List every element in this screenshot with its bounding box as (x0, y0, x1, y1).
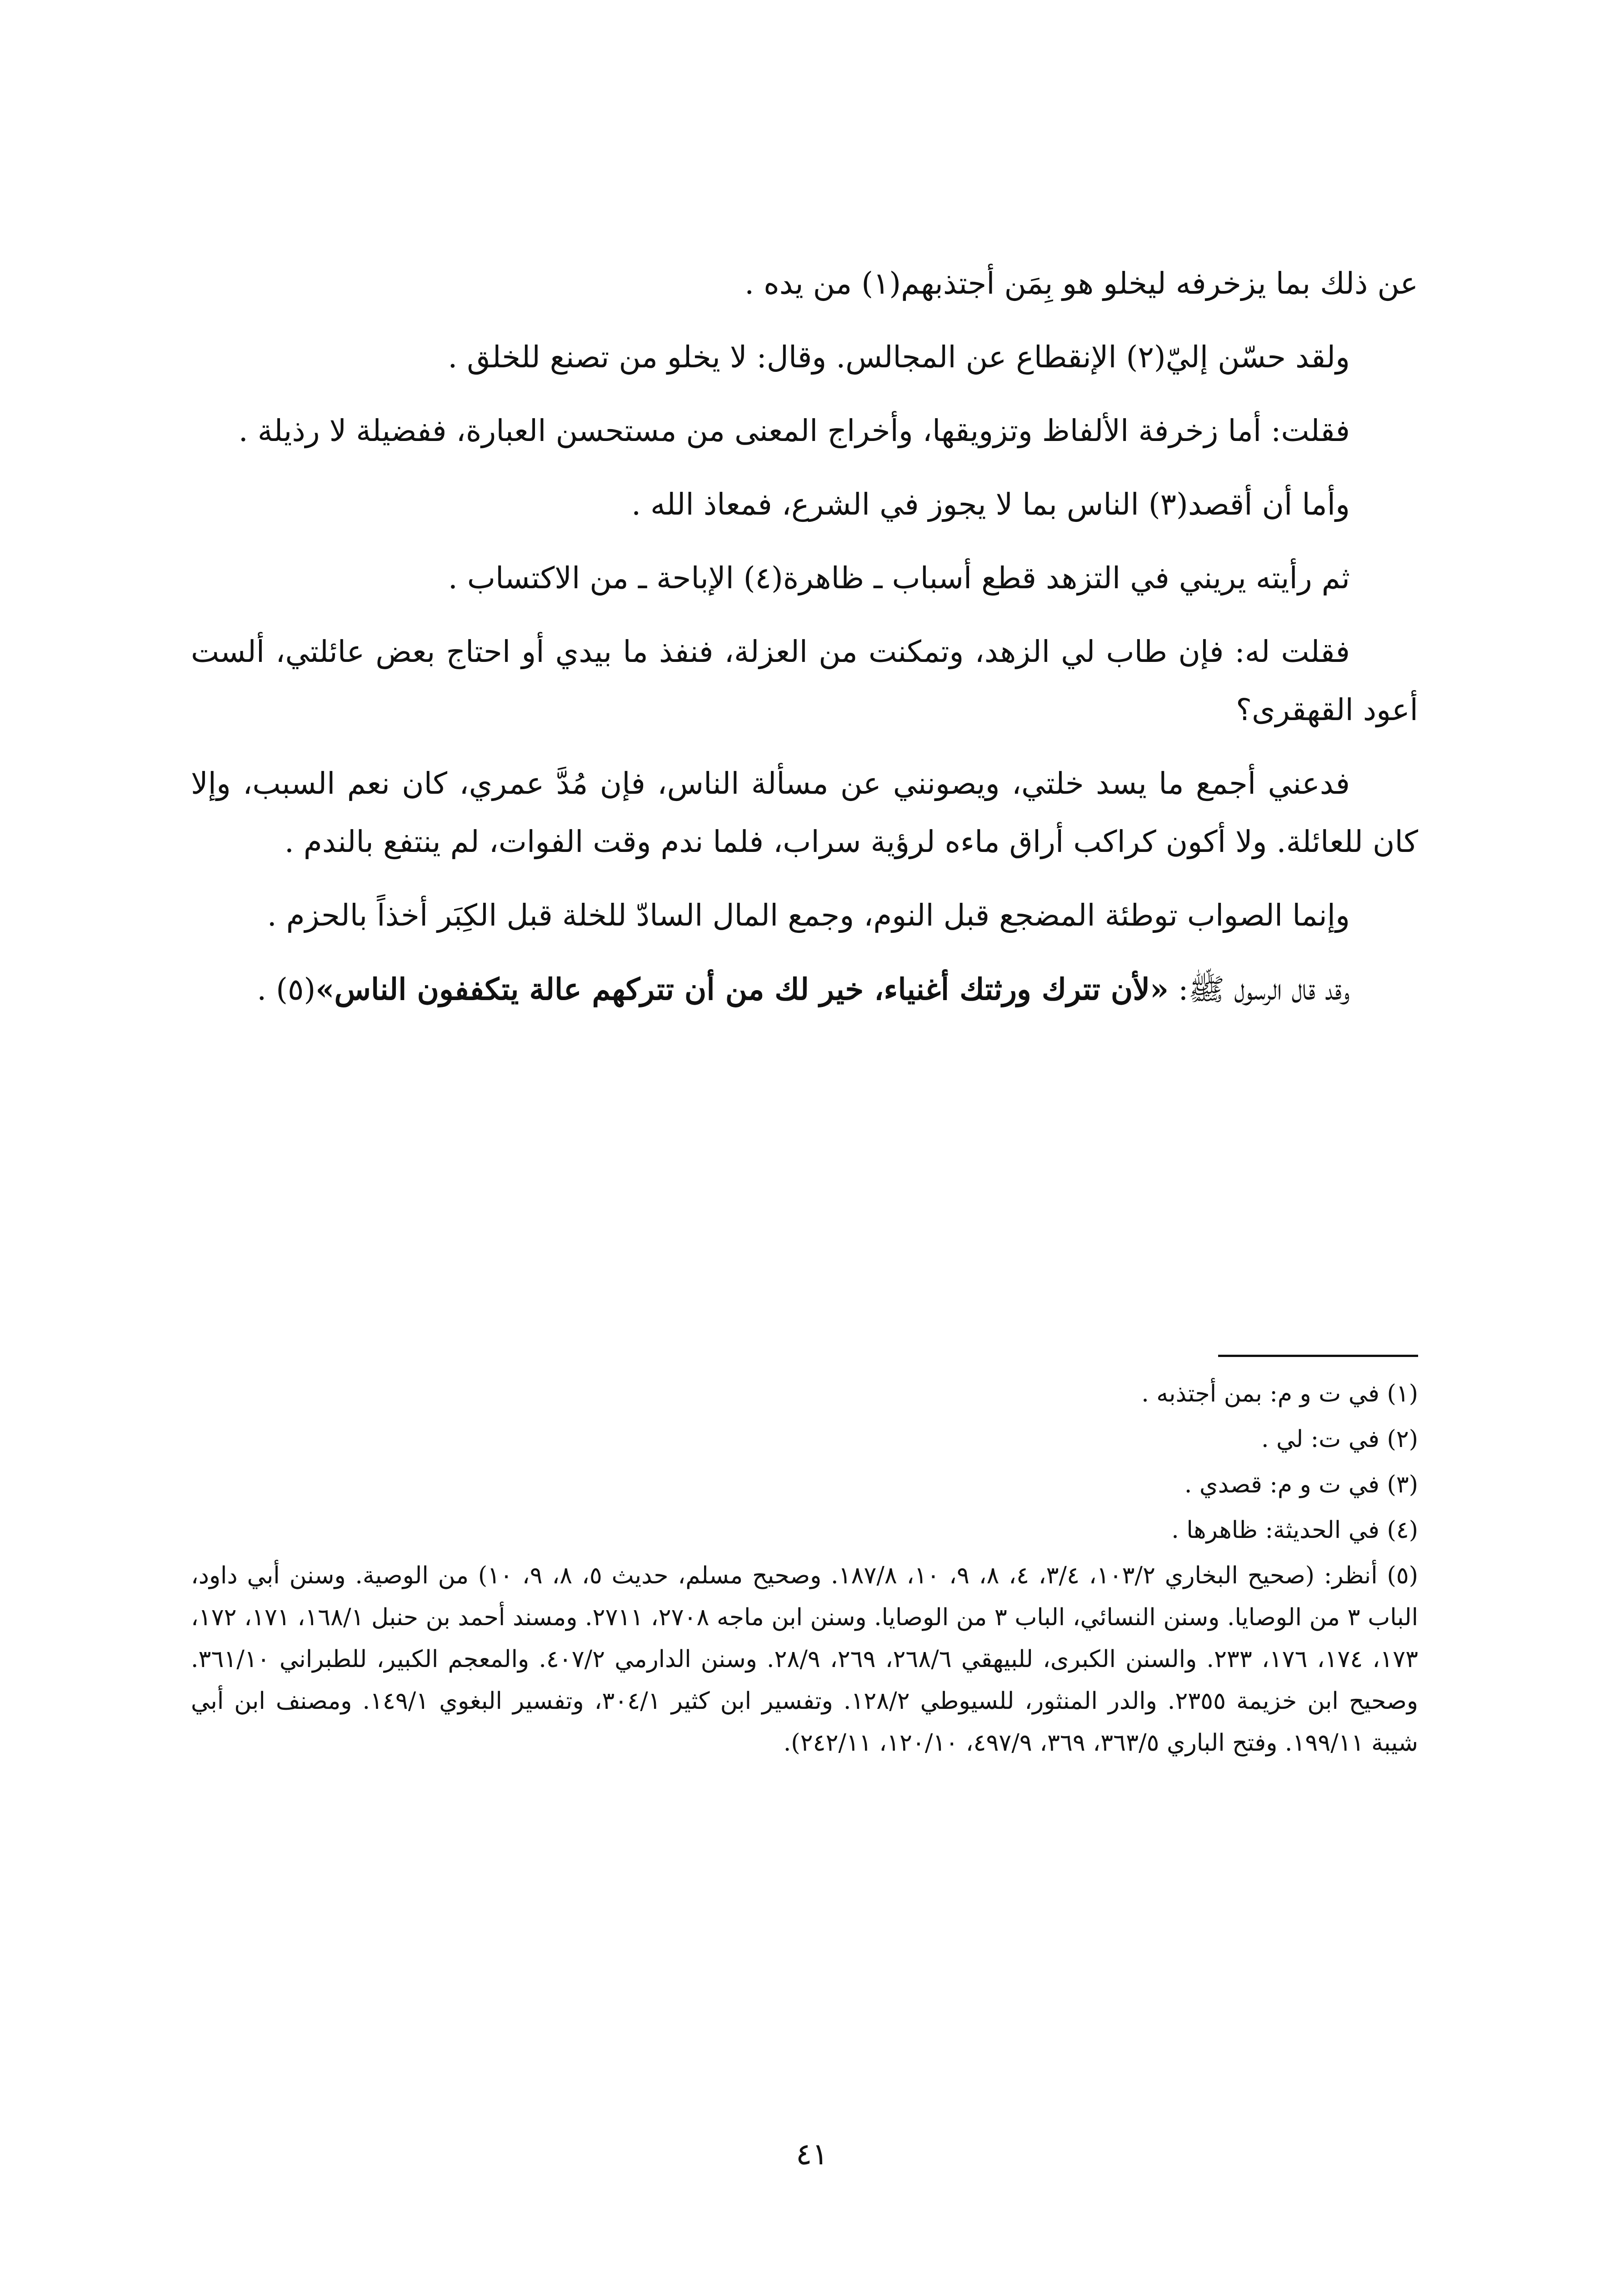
paragraph-6: فقلت له: فإن طاب لي الزهد، وتمكنت من العزلة، فنفذ ما بيدي أو احتاج بعض عائلتي، ألست أعود القهقرى؟ (191, 634, 1418, 727)
paragraph-7: فدعني أجمع ما يسد خلتي، ويصونني عن مسألة الناس، فإن مُدَّ عمري، كان نعم السبب، وإلا كان للعائلة. ولا أكون كراكب أراق ماءه لرؤية سراب، فلما ندم وقت الفوات، لم ينتفع بالندم . (191, 766, 1418, 859)
paragraph-4: وأما أن أقصد(٣) الناس بما لا يجوز في الشرع، فمعاذ الله . (631, 487, 1350, 522)
paragraph-1: عن ذلك بما يزخرفه ليخلو هو بِمَن أجتذبهم(١) من يده . (745, 266, 1418, 301)
page-number: ٤١ (796, 2137, 828, 2172)
footnote-1: (١) في ت و م: بمن أجتذبه . (1141, 1380, 1418, 1407)
footnote-separator (1218, 1355, 1418, 1357)
paragraph-8: وإنما الصواب توطئة المضجع قبل النوم، وجمع المال السادّ للخلة قبل الكِبَر أخذاً بالحزم . (267, 898, 1350, 933)
paragraph-2: ولقد حسّن إليّ(٢) الإنقطاع عن المجالس. وقال: لا يخلو من تصنع للخلق . (448, 340, 1350, 375)
footnotes (191, 1373, 1418, 1767)
hadith-quote: «لأن تترك ورثتك أغنياء، خير لك من أن تتركهم عالة يتكففون الناس» (315, 971, 1169, 1007)
main-text (191, 255, 1418, 1034)
hadith-reference: (٥) . (257, 972, 316, 1007)
footnote-5: (٥) أنظر: (صحيح البخاري ١٠٣/٢، ٣/٤، ٤، ٨، ٩، ١٠، ١٨٧/٨. وصحيح مسلم، حديث ٥، ٨، ٩، ١٠) من الوصية. وسنن أبي داود، الباب ٣ من الوصايا. وسنن النسائي، الباب ٣ من الوصايا. وسنن ابن ماجه ٢٧٠٨، ٢٧١١. ومسند أحمد بن حنبل ١٦٨/١، ١٧١، ١٧٢، ١٧٣، ١٧٤، ١٧٦، ٢٣٣. والسنن الكبرى، للبيهقي ٢٦٨/٦، ٢٦٩، ٢٨/٩. وسنن الدارمي ٤٠٧/٢. والمعجم الكبير، للطبراني ٣٦١/١٠. وصحيح ابن خزيمة ٢٣٥٥. والدر المنثور، للسيوطي ١٢٨/٢. وتفسير ابن كثير ٣٠٤/١، وتفسير البغوي ١٤٩/١. ومصنف ابن أبي شيبة ١٩٩/١١. وفتح الباري ٣٦٣/٥، ٣٦٩، ٤٩٧/٩، ١٢٠/١٠، ٢٤٢/١١). (191, 1562, 1419, 1757)
hadith-paragraph (191, 960, 1418, 1019)
footnote-4: (٤) في الحديثة: ظاهرها . (1171, 1517, 1418, 1544)
paragraph-5: ثم رأيته يريني في التزهد قطع أسباب ـ ظاهرة(٤) الإباحة ـ من الاكتساب . (448, 561, 1350, 596)
footnote-3: (٣) في ت و م: قصدي . (1184, 1471, 1418, 1498)
footnote-2: (٢) في ت: لي . (1261, 1426, 1418, 1453)
hadith-intro: وقد قال الرسول ﷺ: (1169, 972, 1350, 1007)
paragraph-3: فقلت: أما زخرفة الألفاظ وتزويقها، وأخراج المعنى من مستحسن العبارة، ففضيلة لا رذيلة . (238, 413, 1350, 448)
